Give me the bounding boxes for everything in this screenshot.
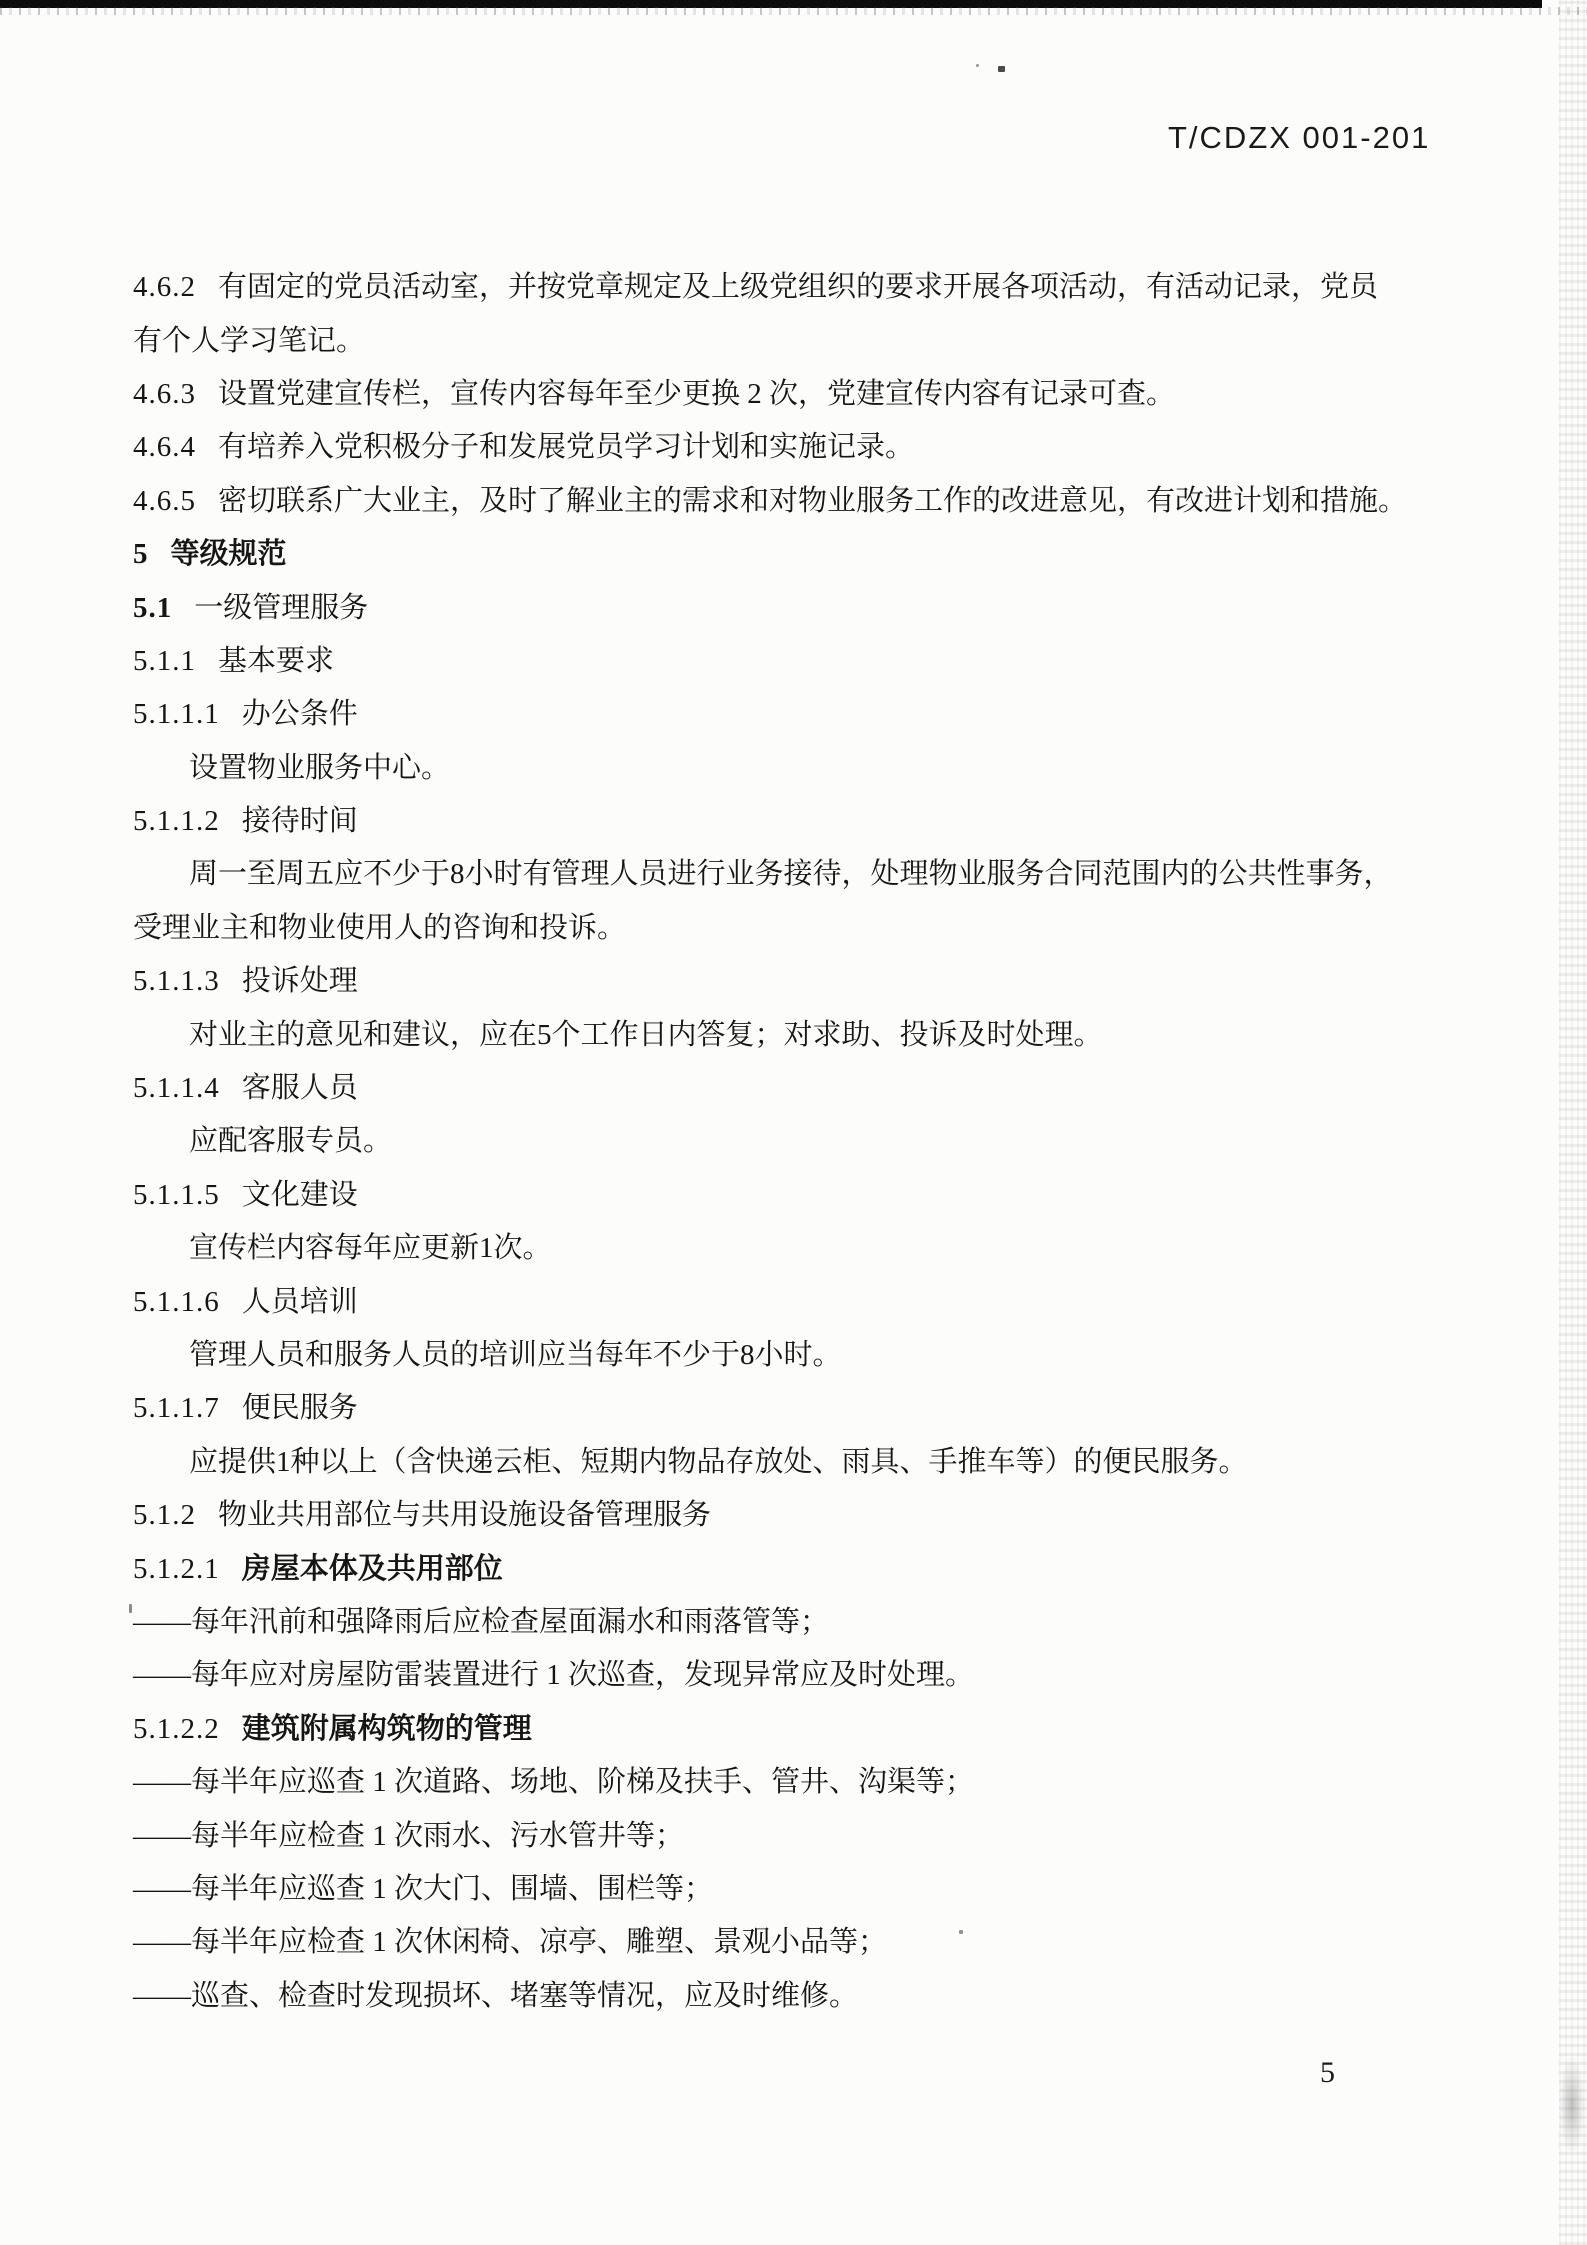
- text-line: [133, 1703, 1473, 1756]
- clause-number: 5: [133, 538, 149, 571]
- clause-number: 4.6.4: [133, 431, 196, 464]
- clause-text: 有个人学习笔记。: [133, 324, 366, 357]
- clause-text: 周一至周五应不少于8小时有管理人员进行业务接待，处理物业服务合同范围内的公共性事务，: [189, 858, 1393, 891]
- clause-text: ——每年应对房屋防雷装置进行 1 次巡查，发现异常应及时处理。: [133, 1659, 975, 1692]
- text-line: [133, 902, 1473, 955]
- document-code-header: T/CDZX 001-201: [1168, 120, 1431, 155]
- text-line: [133, 1062, 1473, 1115]
- text-line: [133, 955, 1473, 1008]
- text-line: [133, 261, 1473, 314]
- text-line: [133, 1169, 1473, 1222]
- text-line: [133, 1436, 1473, 1489]
- clause-text: 客服人员: [241, 1072, 358, 1105]
- text-line: [133, 742, 1473, 795]
- scan-speck: [129, 1604, 132, 1613]
- scan-artifact-right-edge-noise: [1559, 0, 1587, 2245]
- text-line: [133, 1542, 1473, 1595]
- clause-text: 设置党建宣传栏，宣传内容每年至少更换 2 次，党建宣传内容有记录可查。: [218, 377, 1176, 410]
- scan-artifact-top-noise: [0, 7, 1587, 15]
- clause-text: 有固定的党员活动室，并按党章规定及上级党组织的要求开展各项活动，有活动记录，党员: [218, 271, 1379, 304]
- text-line: [133, 314, 1473, 367]
- text-line: [133, 1489, 1473, 1542]
- text-line: [133, 1382, 1473, 1435]
- text-line: [133, 528, 1473, 581]
- clause-text: ——每半年应检查 1 次雨水、污水管井等；: [133, 1819, 685, 1852]
- text-line: [133, 421, 1473, 474]
- text-line: [133, 1756, 1473, 1809]
- text-line: [133, 1809, 1473, 1862]
- clause-text: 设置物业服务中心。: [189, 751, 451, 784]
- clause-text: 便民服务: [241, 1392, 358, 1425]
- text-line: [133, 475, 1473, 528]
- text-line: [133, 1329, 1473, 1382]
- clause-number: 5.1.2.1: [133, 1552, 220, 1585]
- clause-text: ——每年汛前和强降雨后应检查屋面漏水和雨落管等；: [133, 1605, 830, 1638]
- clause-text: 投诉处理: [241, 965, 358, 998]
- document-body: [133, 261, 1473, 2023]
- clause-text: 有培养入党积极分子和发展党员学习计划和实施记录。: [218, 431, 915, 464]
- clause-number: 5.1.1.7: [133, 1392, 220, 1425]
- text-line: [133, 1863, 1473, 1916]
- page-number: 5: [1320, 2056, 1335, 2089]
- text-line: [133, 635, 1473, 688]
- clause-number: 5.1.1.6: [133, 1285, 220, 1318]
- clause-number: 5.1.1.5: [133, 1178, 220, 1211]
- clause-text: 基本要求: [218, 644, 335, 677]
- clause-text: 办公条件: [241, 698, 358, 731]
- text-line: [133, 368, 1473, 421]
- scan-speck: [998, 66, 1005, 72]
- text-line: [133, 1222, 1473, 1275]
- clause-text: 应提供1种以上（含快递云柜、短期内物品存放处、雨具、手推车等）的便民服务。: [189, 1445, 1248, 1478]
- text-line: [133, 1970, 1473, 2023]
- clause-number: 5.1.2.2: [133, 1712, 220, 1745]
- text-line: [133, 688, 1473, 741]
- clause-text: 接待时间: [241, 805, 358, 838]
- text-line: [133, 1596, 1473, 1649]
- clause-text: 对业主的意见和建议，应在5个工作日内答复；对求助、投诉及时处理。: [189, 1018, 1103, 1051]
- clause-text: ——巡查、检查时发现损坏、堵塞等情况，应及时维修。: [133, 1979, 859, 2012]
- clause-number: 5.1.1.1: [133, 698, 220, 731]
- clause-number: 5.1.1.4: [133, 1072, 220, 1105]
- clause-text: ——每半年应巡查 1 次大门、围墙、围栏等；: [133, 1872, 714, 1905]
- clause-number: 4.6.3: [133, 377, 196, 410]
- clause-number: 5.1.2: [133, 1499, 196, 1532]
- clause-text: ——每半年应检查 1 次休闲椅、凉亭、雕塑、景观小品等；: [133, 1926, 888, 1959]
- clause-number: 4.6.2: [133, 271, 196, 304]
- clause-number: 5.1.1: [133, 644, 196, 677]
- clause-text: 房屋本体及共用部位: [241, 1552, 503, 1585]
- clause-number: 4.6.5: [133, 484, 196, 517]
- clause-number: 5.1.1.3: [133, 965, 220, 998]
- clause-text: 管理人员和服务人员的培训应当每年不少于8小时。: [189, 1339, 842, 1371]
- text-line: [133, 1008, 1473, 1061]
- clause-text: 应配客服专员。: [189, 1125, 393, 1158]
- clause-text: 等级规范: [170, 538, 287, 571]
- text-line: [133, 1275, 1473, 1328]
- clause-text: ——每半年应巡查 1 次道路、场地、阶梯及扶手、管井、沟渠等；: [133, 1766, 975, 1799]
- clause-text: 一级管理服务: [194, 591, 369, 624]
- text-line: [133, 1115, 1473, 1168]
- clause-text: 受理业主和物业使用人的咨询和投诉。: [133, 911, 627, 944]
- text-line: [133, 848, 1473, 901]
- text-line: [133, 1916, 1473, 1969]
- clause-text: 物业共用部位与共用设施设备管理服务: [218, 1499, 712, 1532]
- clause-number: 5.1.1.2: [133, 805, 220, 838]
- clause-text: 密切联系广大业主，及时了解业主的需求和对物业服务工作的改进意见，有改进计划和措施。: [218, 484, 1408, 517]
- clause-text: 人员培训: [241, 1285, 358, 1318]
- text-line: [133, 1649, 1473, 1702]
- clause-text: 宣传栏内容每年应更新1次。: [189, 1232, 552, 1265]
- scan-artifact-right-blob: [1559, 2055, 1585, 2155]
- text-line: [133, 795, 1473, 848]
- clause-number: 5.1: [133, 591, 173, 624]
- clause-text: 建筑附属构筑物的管理: [241, 1712, 532, 1745]
- clause-text: 文化建设: [241, 1178, 358, 1211]
- scan-speck: [976, 64, 979, 67]
- text-line: [133, 581, 1473, 634]
